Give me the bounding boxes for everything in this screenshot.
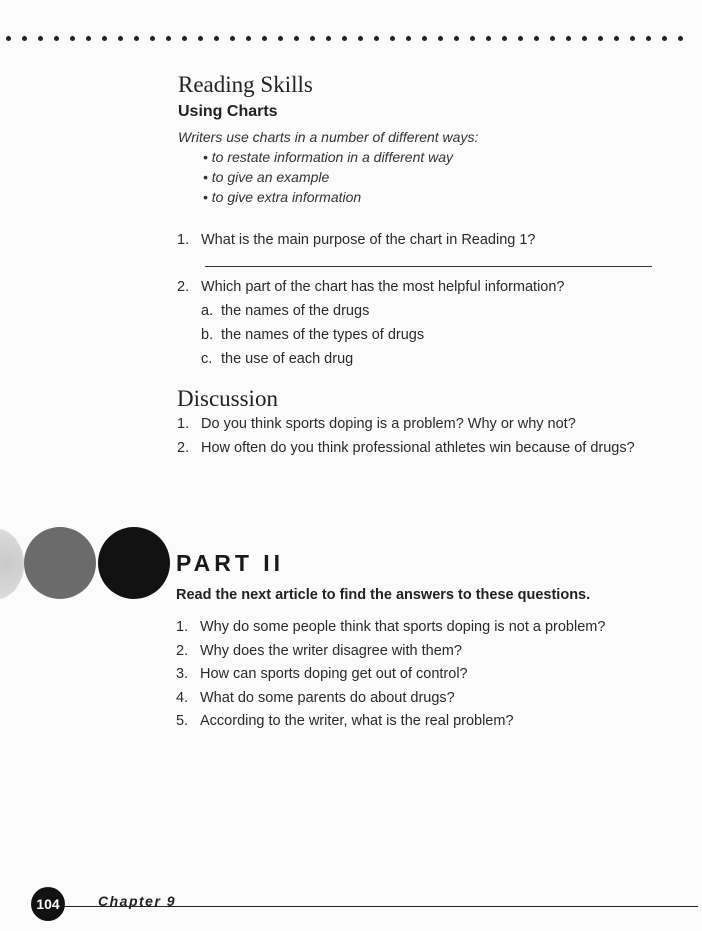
bullet-item: • to restate information in a different way	[203, 149, 454, 165]
rule-dot	[598, 36, 603, 41]
rule-dot	[406, 36, 411, 41]
question-number: 4.	[176, 690, 189, 706]
rule-dot	[566, 36, 571, 41]
chapter-label: Chapter 9	[98, 893, 177, 909]
rule-dot	[246, 36, 251, 41]
bullet-item: • to give extra information	[203, 189, 362, 205]
rule-dot	[534, 36, 539, 41]
question-text: How often do you think professional athletes win because of drugs?	[201, 440, 635, 456]
rule-dot	[390, 36, 395, 41]
question-text: Which part of the chart has the most helpful information?	[201, 279, 565, 295]
rule-dot	[342, 36, 347, 41]
rule-dot	[550, 36, 555, 41]
rule-dot	[486, 36, 491, 41]
rule-dot	[326, 36, 331, 41]
rule-dot	[182, 36, 187, 41]
question-text: What is the main purpose of the chart in Reading 1?	[201, 232, 536, 248]
rule-dot	[678, 36, 683, 41]
dotted-rule	[6, 36, 696, 46]
rule-dot	[582, 36, 587, 41]
rule-dot	[150, 36, 155, 41]
rule-dot	[214, 36, 219, 41]
question-text: Why do some people think that sports doping is not a problem?	[200, 619, 606, 635]
option-letter: b.	[201, 327, 214, 343]
question-number: 2.	[176, 643, 189, 659]
rule-dot	[294, 36, 299, 41]
rule-dot	[630, 36, 635, 41]
black-circle-decoration	[98, 527, 170, 599]
bullet-item: • to give an example	[203, 169, 330, 185]
option-text: the use of each drug	[221, 351, 354, 367]
page-number-badge: 104	[31, 887, 65, 921]
using-charts-subheading: Using Charts	[178, 103, 278, 120]
rule-dot	[6, 36, 11, 41]
question-number: 1.	[177, 232, 190, 248]
part-ii-intro: Read the next article to find the answers to these questions.	[176, 587, 591, 603]
discussion-heading: Discussion	[177, 386, 278, 411]
rule-dot	[134, 36, 139, 41]
rule-dot	[102, 36, 107, 41]
question-item	[176, 666, 468, 682]
question-item	[176, 713, 514, 729]
question-text: Do you think sports doping is a problem? Why or why not?	[201, 416, 576, 432]
option-letter: c.	[201, 351, 213, 367]
rule-dot	[86, 36, 91, 41]
rule-dot	[502, 36, 507, 41]
rule-dot	[166, 36, 171, 41]
question-item	[177, 416, 576, 432]
question-item	[177, 232, 536, 248]
rule-dot	[470, 36, 475, 41]
reading-skills-intro: Writers use charts in a number of different ways:	[178, 129, 479, 145]
question-item	[176, 643, 462, 659]
rule-dot	[38, 36, 43, 41]
answer-line[interactable]	[205, 266, 652, 267]
option-text: the names of the types of drugs	[221, 327, 425, 343]
question-item	[177, 440, 635, 456]
part-ii-heading: PART II	[176, 550, 285, 576]
option-item	[201, 303, 369, 319]
question-number: 1.	[176, 619, 189, 635]
question-number: 2.	[177, 440, 190, 456]
question-item	[176, 619, 605, 635]
option-item	[201, 327, 424, 343]
rule-dot	[454, 36, 459, 41]
rule-dot	[422, 36, 427, 41]
rule-dot	[22, 36, 27, 41]
question-text: How can sports doping get out of control?	[200, 666, 468, 682]
rule-dot	[518, 36, 523, 41]
rule-dot	[54, 36, 59, 41]
rule-dot	[358, 36, 363, 41]
question-number: 5.	[176, 713, 189, 729]
rule-dot	[262, 36, 267, 41]
question-item	[177, 279, 565, 295]
rule-dot	[614, 36, 619, 41]
option-item	[201, 351, 353, 367]
rule-dot	[374, 36, 379, 41]
rule-dot	[278, 36, 283, 41]
rule-dot	[118, 36, 123, 41]
question-number: 3.	[176, 666, 189, 682]
rule-dot	[70, 36, 75, 41]
question-item	[176, 690, 455, 706]
question-number: 1.	[177, 416, 190, 432]
rule-dot	[198, 36, 203, 41]
option-letter: a.	[201, 303, 214, 319]
question-text: Why does the writer disagree with them?	[200, 643, 462, 659]
question-number: 2.	[177, 279, 190, 295]
rule-dot	[438, 36, 443, 41]
gray-circle-decoration	[24, 527, 96, 599]
rule-dot	[662, 36, 667, 41]
light-circle-decoration	[0, 528, 24, 600]
question-text: What do some parents do about drugs?	[200, 690, 455, 706]
reading-skills-heading: Reading Skills	[178, 72, 313, 97]
rule-dot	[230, 36, 235, 41]
rule-dot	[310, 36, 315, 41]
rule-dot	[646, 36, 651, 41]
question-text: According to the writer, what is the real problem?	[200, 713, 514, 729]
option-text: the names of the drugs	[221, 303, 370, 319]
